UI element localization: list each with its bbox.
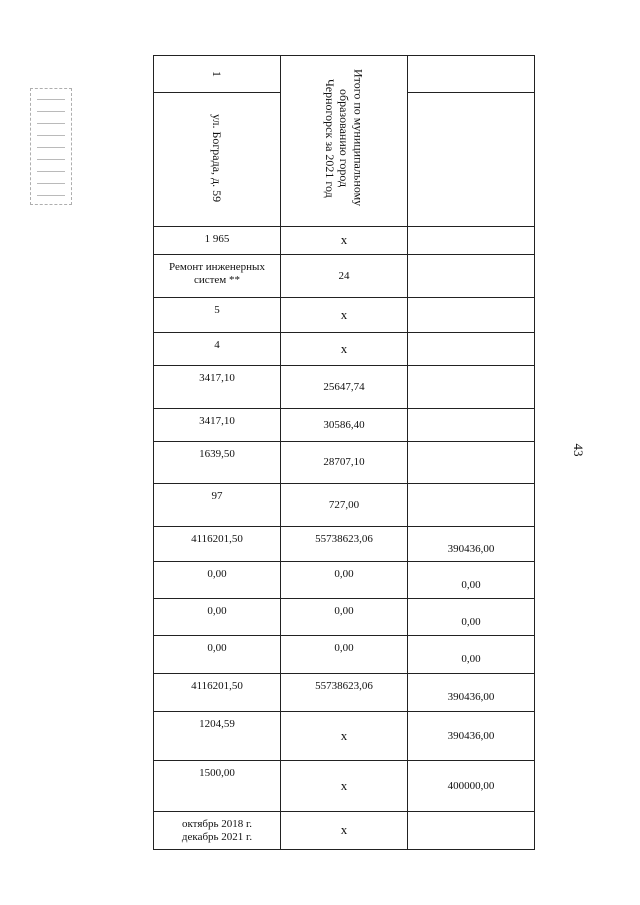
cell: 390436,00 <box>408 712 535 761</box>
cell <box>408 333 535 366</box>
cell: 3417,10 <box>154 409 281 442</box>
cell: 0,00 <box>154 562 281 599</box>
page-number: 43 <box>571 443 586 457</box>
cell: 30586,40 <box>281 409 408 442</box>
cell: 4 <box>154 333 281 366</box>
archive-stamp <box>30 88 72 205</box>
table-row <box>154 442 535 484</box>
col1-number-cell <box>154 56 281 93</box>
table-row <box>154 298 535 333</box>
cell: 0,00 <box>281 636 408 674</box>
cell: x <box>281 761 408 812</box>
data-table <box>153 55 535 850</box>
cell: 0,00 <box>408 636 535 674</box>
table-row <box>154 812 535 850</box>
table-row <box>154 599 535 636</box>
cell: 25647,74 <box>281 366 408 409</box>
col3-header-cell <box>408 56 535 93</box>
cell <box>408 298 535 333</box>
cell: 97 <box>154 484 281 527</box>
cell: октябрь 2018 г. декабрь 2021 г. <box>154 812 281 850</box>
cell: 3417,10 <box>154 366 281 409</box>
table-row <box>154 636 535 674</box>
table-row <box>154 674 535 712</box>
cell: x <box>281 298 408 333</box>
cell <box>408 409 535 442</box>
cell: 28707,10 <box>281 442 408 484</box>
table-row <box>154 333 535 366</box>
cell: 0,00 <box>408 562 535 599</box>
cell <box>408 227 535 255</box>
cell: Ремонт инженерных систем ** <box>154 255 281 298</box>
cell: 0,00 <box>408 599 535 636</box>
cell: 24 <box>281 255 408 298</box>
table-row <box>154 562 535 599</box>
table-row <box>154 484 535 527</box>
cell: 4116201,50 <box>154 527 281 562</box>
cell: 1500,00 <box>154 761 281 812</box>
table-row <box>154 366 535 409</box>
col1-number: 1 <box>210 70 225 77</box>
cell: x <box>281 333 408 366</box>
cell: 0,00 <box>154 599 281 636</box>
table-row <box>154 255 535 298</box>
cell: 1 965 <box>154 227 281 255</box>
cell <box>408 366 535 409</box>
header-row <box>154 56 535 93</box>
cell: 55738623,06 <box>281 674 408 712</box>
cell: 0,00 <box>281 562 408 599</box>
cell: 390436,00 <box>408 527 535 562</box>
cell: 400000,00 <box>408 761 535 812</box>
col3-address-cell <box>408 93 535 227</box>
table-row <box>154 409 535 442</box>
cell <box>408 255 535 298</box>
cell: 5 <box>154 298 281 333</box>
cell: 390436,00 <box>408 674 535 712</box>
cell: 727,00 <box>281 484 408 527</box>
cell: 1639,50 <box>154 442 281 484</box>
table-row <box>154 761 535 812</box>
cell: x <box>281 812 408 850</box>
col2-title: Итого по муниципальному образованию город Черногорск за 2021 год <box>322 69 366 207</box>
col1-address-cell <box>154 93 281 227</box>
cell <box>408 442 535 484</box>
cell: x <box>281 712 408 761</box>
table-row <box>154 712 535 761</box>
table-row <box>154 527 535 562</box>
cell: x <box>281 227 408 255</box>
table-row <box>154 227 535 255</box>
cell <box>408 484 535 527</box>
col1-address: ул. Бограда, д. 59 <box>210 113 225 202</box>
cell: 4116201,50 <box>154 674 281 712</box>
cell: 0,00 <box>154 636 281 674</box>
cell: 0,00 <box>281 599 408 636</box>
cell <box>408 812 535 850</box>
cell: 55738623,06 <box>281 527 408 562</box>
col2-title-cell <box>281 56 408 227</box>
cell: 1204,59 <box>154 712 281 761</box>
